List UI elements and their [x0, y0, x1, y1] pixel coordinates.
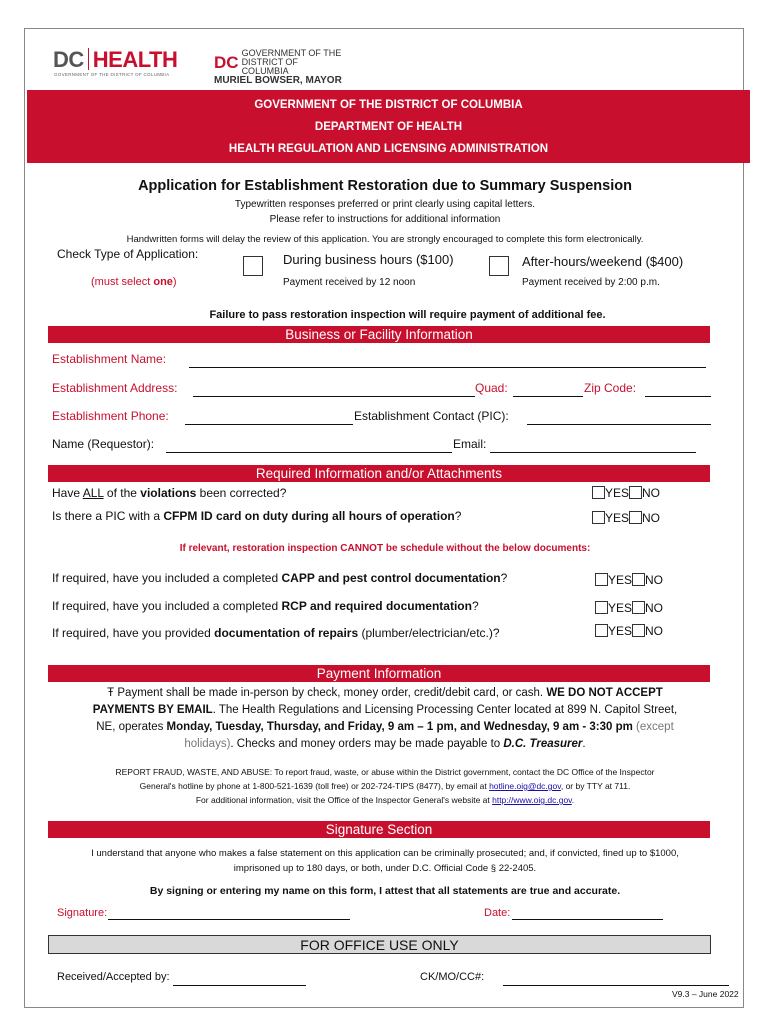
question-repairs: If required, have you provided documentation of repairs (plumber/electrician/etc.)?: [52, 626, 500, 640]
hotline-email-link[interactable]: hotline.oig@dc.gov: [489, 781, 561, 791]
pic-yes-checkbox[interactable]: [592, 511, 605, 524]
failure-note: Failure to pass restoration inspection will require payment of additional fee.: [209, 309, 606, 321]
violations-no-checkbox[interactable]: [629, 486, 642, 499]
establishment-phone-field[interactable]: [185, 423, 353, 425]
establishment-contact-field[interactable]: [527, 423, 711, 425]
question-capp: If required, have you included a completed CAPP and pest control documentation?: [52, 571, 508, 585]
repairs-yes-checkbox[interactable]: [595, 624, 608, 637]
instruction-line2: Please refer to instructions for additional information: [269, 214, 501, 225]
required-section-header: Required Information and/or Attachments: [48, 465, 710, 482]
question-pic: Is there a PIC with a CFPM ID card on duty during all hours of operation?: [52, 509, 462, 523]
violations-answer: YES NO: [592, 486, 660, 500]
form-title: Application for Establishment Restoration due to Summary Suspension: [138, 178, 632, 194]
gov-logo-line1: GOVERNMENT OF THE: [241, 48, 342, 58]
email-label: Email:: [453, 437, 487, 451]
business-hours-checkbox[interactable]: [243, 256, 263, 276]
ck-field[interactable]: [503, 984, 729, 986]
establishment-name-field[interactable]: [189, 366, 706, 368]
version-label: V9.3 – June 2022: [672, 989, 739, 999]
capp-yes-checkbox[interactable]: [595, 573, 608, 586]
gov-dc-logo: [214, 49, 342, 85]
payment-section-header: Payment Information: [48, 665, 710, 682]
banner-line2: DEPARTMENT OF HEALTH: [314, 121, 463, 133]
oig-website-link[interactable]: http://www.oig.dc.gov: [492, 795, 572, 805]
received-field[interactable]: [173, 984, 306, 986]
rcp-answer: YES NO: [595, 601, 663, 615]
gov-logo-dc: DC: [214, 53, 239, 72]
requestor-label: Name (Requestor):: [52, 437, 155, 451]
header-banner: [27, 90, 750, 163]
question-violations: Have ALL of the violations been corrected?: [52, 486, 287, 500]
repairs-no-checkbox[interactable]: [632, 624, 645, 637]
requestor-field[interactable]: [166, 451, 452, 453]
signature-statement: I understand that anyone who makes a false statement on this application can be criminally prosecuted; and, if convicted, fined up to $1000, imprisoned up to 180 days, or both, under D.C. Official Code § 22-2405.: [91, 848, 679, 874]
capp-no-checkbox[interactable]: [632, 573, 645, 586]
pic-no-checkbox[interactable]: [629, 511, 642, 524]
business-hours-note: Payment received by 12 noon: [283, 277, 416, 288]
gov-logo-line2: DISTRICT OF COLUMBIA: [241, 57, 298, 76]
banner-line1: GOVERNMENT OF THE DISTRICT OF COLUMBIA: [254, 99, 523, 111]
pic-answer: YES NO: [592, 511, 660, 525]
capp-answer: YES NO: [595, 573, 663, 587]
rcp-no-checkbox[interactable]: [632, 601, 645, 614]
establishment-phone-label: Establishment Phone:: [52, 409, 169, 423]
establishment-contact-label: Establishment Contact (PIC):: [354, 409, 509, 423]
ck-label: CK/MO/CC#:: [420, 971, 485, 983]
rcp-yes-checkbox[interactable]: [595, 601, 608, 614]
after-hours-note: Payment received by 2:00 p.m.: [522, 277, 660, 288]
business-section-header: Business or Facility Information: [48, 326, 710, 343]
quad-label: Quad:: [475, 381, 508, 395]
establishment-address-field[interactable]: [193, 395, 475, 397]
instruction-line1: Typewritten responses preferred or print clearly using capital letters.: [234, 199, 536, 210]
must-select-note: (must select one): [91, 276, 177, 288]
signature-label: Signature:: [57, 907, 108, 919]
relevant-note: If relevant, restoration inspection CANNOT be schedule without the below documents:: [179, 543, 591, 554]
dc-health-logo: [53, 47, 177, 73]
after-hours-checkbox[interactable]: [489, 256, 509, 276]
signature-field[interactable]: [108, 918, 350, 920]
logo-subtitle: GOVERNMENT OF THE DISTRICT OF COLUMBIA: [54, 72, 170, 77]
email-field[interactable]: [490, 451, 696, 453]
application-type-label: Check Type of Application:: [57, 247, 199, 261]
received-label: Received/Accepted by:: [57, 971, 170, 983]
signature-section-header: Signature Section: [48, 821, 710, 838]
logo-dc-text: DC: [53, 47, 84, 72]
zip-label: Zip Code:: [584, 381, 637, 395]
office-use-header: FOR OFFICE USE ONLY: [48, 935, 711, 954]
fraud-notice: REPORT FRAUD, WASTE, AND ABUSE: To report fraud, waste, or abuse within the District government, contact the DC Office of the Inspector General's hotline by phone at 1-800-521-1639 (toll free) or 202-724-TIPS (8477), by email at hotline.oig@dc.gov, or by TTY at 711. For additional information, visit the Office of the Inspector General's website at http://www.oig.dc.gov.: [115, 767, 655, 805]
date-label: Date:: [484, 907, 511, 919]
repairs-answer: YES NO: [595, 624, 663, 638]
date-field[interactable]: [512, 918, 663, 920]
question-rcp: If required, have you included a completed RCP and required documentation?: [52, 599, 479, 613]
attest-statement: By signing or entering my name on this form, I attest that all statements are true and accurate.: [149, 885, 621, 897]
gov-logo-mayor: MURIEL BOWSER, MAYOR: [214, 75, 342, 86]
business-hours-label: During business hours ($100): [283, 252, 454, 267]
violations-yes-checkbox[interactable]: [592, 486, 605, 499]
after-hours-label: After-hours/weekend ($400): [522, 254, 684, 269]
quad-field[interactable]: [513, 395, 583, 397]
establishment-address-label: Establishment Address:: [52, 381, 178, 395]
establishment-name-label: Establishment Name:: [52, 352, 167, 366]
instruction-line3: Handwritten forms will delay the review of this application. You are strongly encouraged to complete this form electronically.: [126, 234, 644, 245]
zip-field[interactable]: [645, 395, 711, 397]
logo-health-text: HEALTH: [92, 47, 178, 72]
payment-paragraph: Ŧ Payment shall be made in-person by check, money order, credit/debit card, or cash. WE DO NOT ACCEPT PAYMENTS BY EMAIL. The Health Regulations and Licensing Processing Center located at 899 N. Capitol Street, NE, operates Monday, Tuesday, Thursday, and Friday, 9 am – 1 pm, and Wednesday, 9 am - 3:30 pm (except holidays). Checks and money orders may be made payable to D.C. Treasurer.: [92, 687, 678, 750]
banner-line3: HEALTH REGULATION AND LICENSING ADMINISTRATION: [228, 143, 549, 155]
